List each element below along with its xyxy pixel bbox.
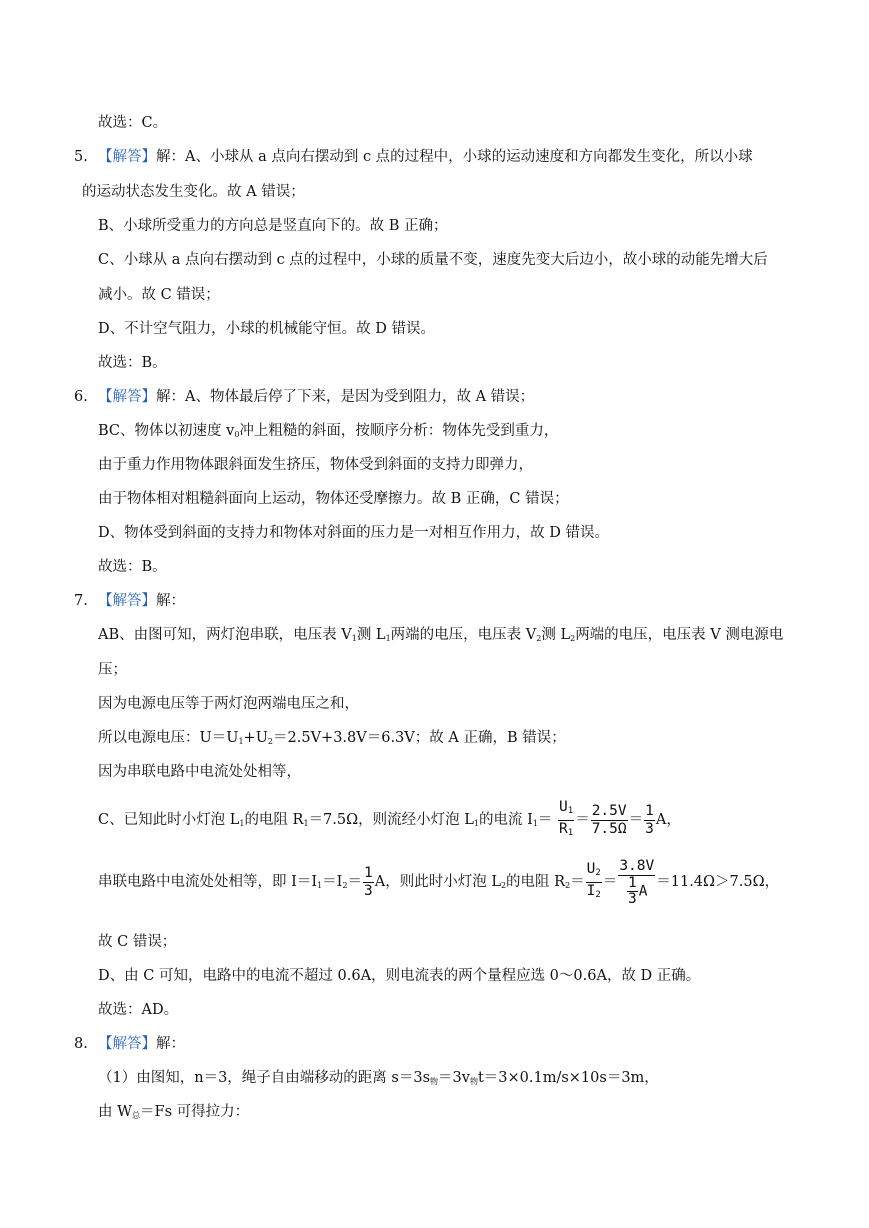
answer-line: 由 $W_总=Fs$ 可得拉力：: [98, 1104, 250, 1120]
answer-line: C、小球从 a 点向右摆动到 c 点的过程中，小球的质量不变，速度先变大后边小，故小球的动能先增大后: [98, 252, 768, 268]
answer-line: 【解答】解：: [98, 1036, 185, 1052]
formula-line: 串联电路中电流处处相等，即 $I=I_1=I_2=$ $\frac{1}{3}$ A，则此时小灯泡 $L_2$的电阻 $R_2=$ $\frac{U2}{I2}$ ＝ 3.8V $\frac{1}{3}$ A ＝11.4Ω＞7.5Ω，: [98, 857, 780, 907]
answer-line: （1）由图知，n＝3，绳子自由端移动的距离 $s=3s_物=3v_物t=3\times 0.1m/s\times 10s=3m$，: [98, 1070, 659, 1086]
answer-line: 【解答】解：A、小球从 a 点向右摆动到 c 点的过程中，小球的运动速度和方向都发生变化，所以小球: [98, 149, 753, 165]
fraction: $\frac{1}{3}$: [645, 802, 654, 837]
fraction: 3.8V $\frac{1}{3}$ A: [619, 857, 655, 907]
question-number: 6.: [74, 389, 88, 405]
question-number: 7.: [74, 593, 88, 609]
question-number: 8.: [74, 1036, 88, 1052]
answer-choice: 故选：B。: [98, 559, 167, 575]
answer-line: 由于重力作用物体跟斜面发生挤压，物体受到斜面的支持力即弹力，: [98, 457, 533, 473]
fraction: $\frac{1}{3}$: [364, 864, 373, 899]
answer-tag: 【解答】: [98, 389, 156, 405]
answer-line: D、物体受到斜面的支持力和物体对斜面的压力是一对相互作用力，故 D 错误。: [98, 525, 609, 541]
answer-line: 因为电源电压等于两灯泡两端电压之和，: [98, 696, 359, 712]
question-number: 5.: [74, 149, 88, 165]
answer-line: D、不计空气阻力，小球的机械能守恒。故 D 错误。: [98, 321, 435, 337]
answer-choice: 故选：C。: [98, 115, 168, 131]
answer-line: 所以电源电压：$U=U_1+U_2=2.5V+3.8V=6.3V$；故 A 正确，B 错误；: [98, 730, 566, 746]
fraction: $\frac{2.5V}{7.5\Omega}$: [591, 802, 627, 837]
fraction: $\frac{U1}{R1}$: [559, 798, 574, 838]
answer-tag: 【解答】: [98, 1036, 156, 1052]
answer-line: D、由 C 可知，电路中的电流不超过 0.6A，则电流表的两个量程应选 0～0.6A，故 D 正确。: [98, 968, 701, 984]
answer-line: 由于物体相对粗糙斜面向上运动，物体还受摩擦力。故 B 正确，C 错误；: [98, 491, 569, 507]
answer-line: 减小。故 C 错误；: [98, 287, 220, 303]
answer-line: 故 C 错误；: [98, 934, 177, 950]
formula-line: C、已知此时小灯泡 $L_1$的电阻 $R_1=7.5\Omega$，则流经小灯泡 $L_1$的电流 $I_1=$ $\frac{U1}{R1}$ ＝ $\frac{2.5V}{7.5\Omega}$ ＝ $\frac{1}{3}$ A，: [98, 798, 681, 846]
answer-line: 因为串联电路中电流处处相等，: [98, 764, 301, 780]
answer-line: 压；: [98, 662, 127, 678]
answer-line: BC、物体以初速度 $v_0$冲上粗糙的斜面，按顺序分析：物体先受到重力，: [98, 423, 559, 439]
answer-choice: 故选：B。: [98, 355, 167, 371]
answer-line: AB、由图可知，两灯泡串联，电压表 $V_1$测 $L_1$两端的电压，电压表 $V_2$测 $L_2$两端的电压，电压表 V 测电源电: [98, 627, 784, 643]
answer-line: 【解答】解：A、物体最后停了下来，是因为受到阻力，故 A 错误；: [98, 389, 535, 405]
answer-line: 【解答】解：: [98, 593, 185, 609]
answer-line: B、小球所受重力的方向总是竖直向下的。故 B 正确；: [98, 218, 448, 234]
answer-line: 的运动状态发生变化。故 A 错误；: [82, 184, 305, 200]
answer-tag: 【解答】: [98, 593, 156, 609]
answer-tag: 【解答】: [98, 149, 156, 165]
fraction: $\frac{U2}{I2}$: [586, 860, 601, 900]
fraction: $\frac{1}{3}$: [628, 874, 637, 907]
answer-choice: 故选：AD。: [98, 1002, 179, 1018]
